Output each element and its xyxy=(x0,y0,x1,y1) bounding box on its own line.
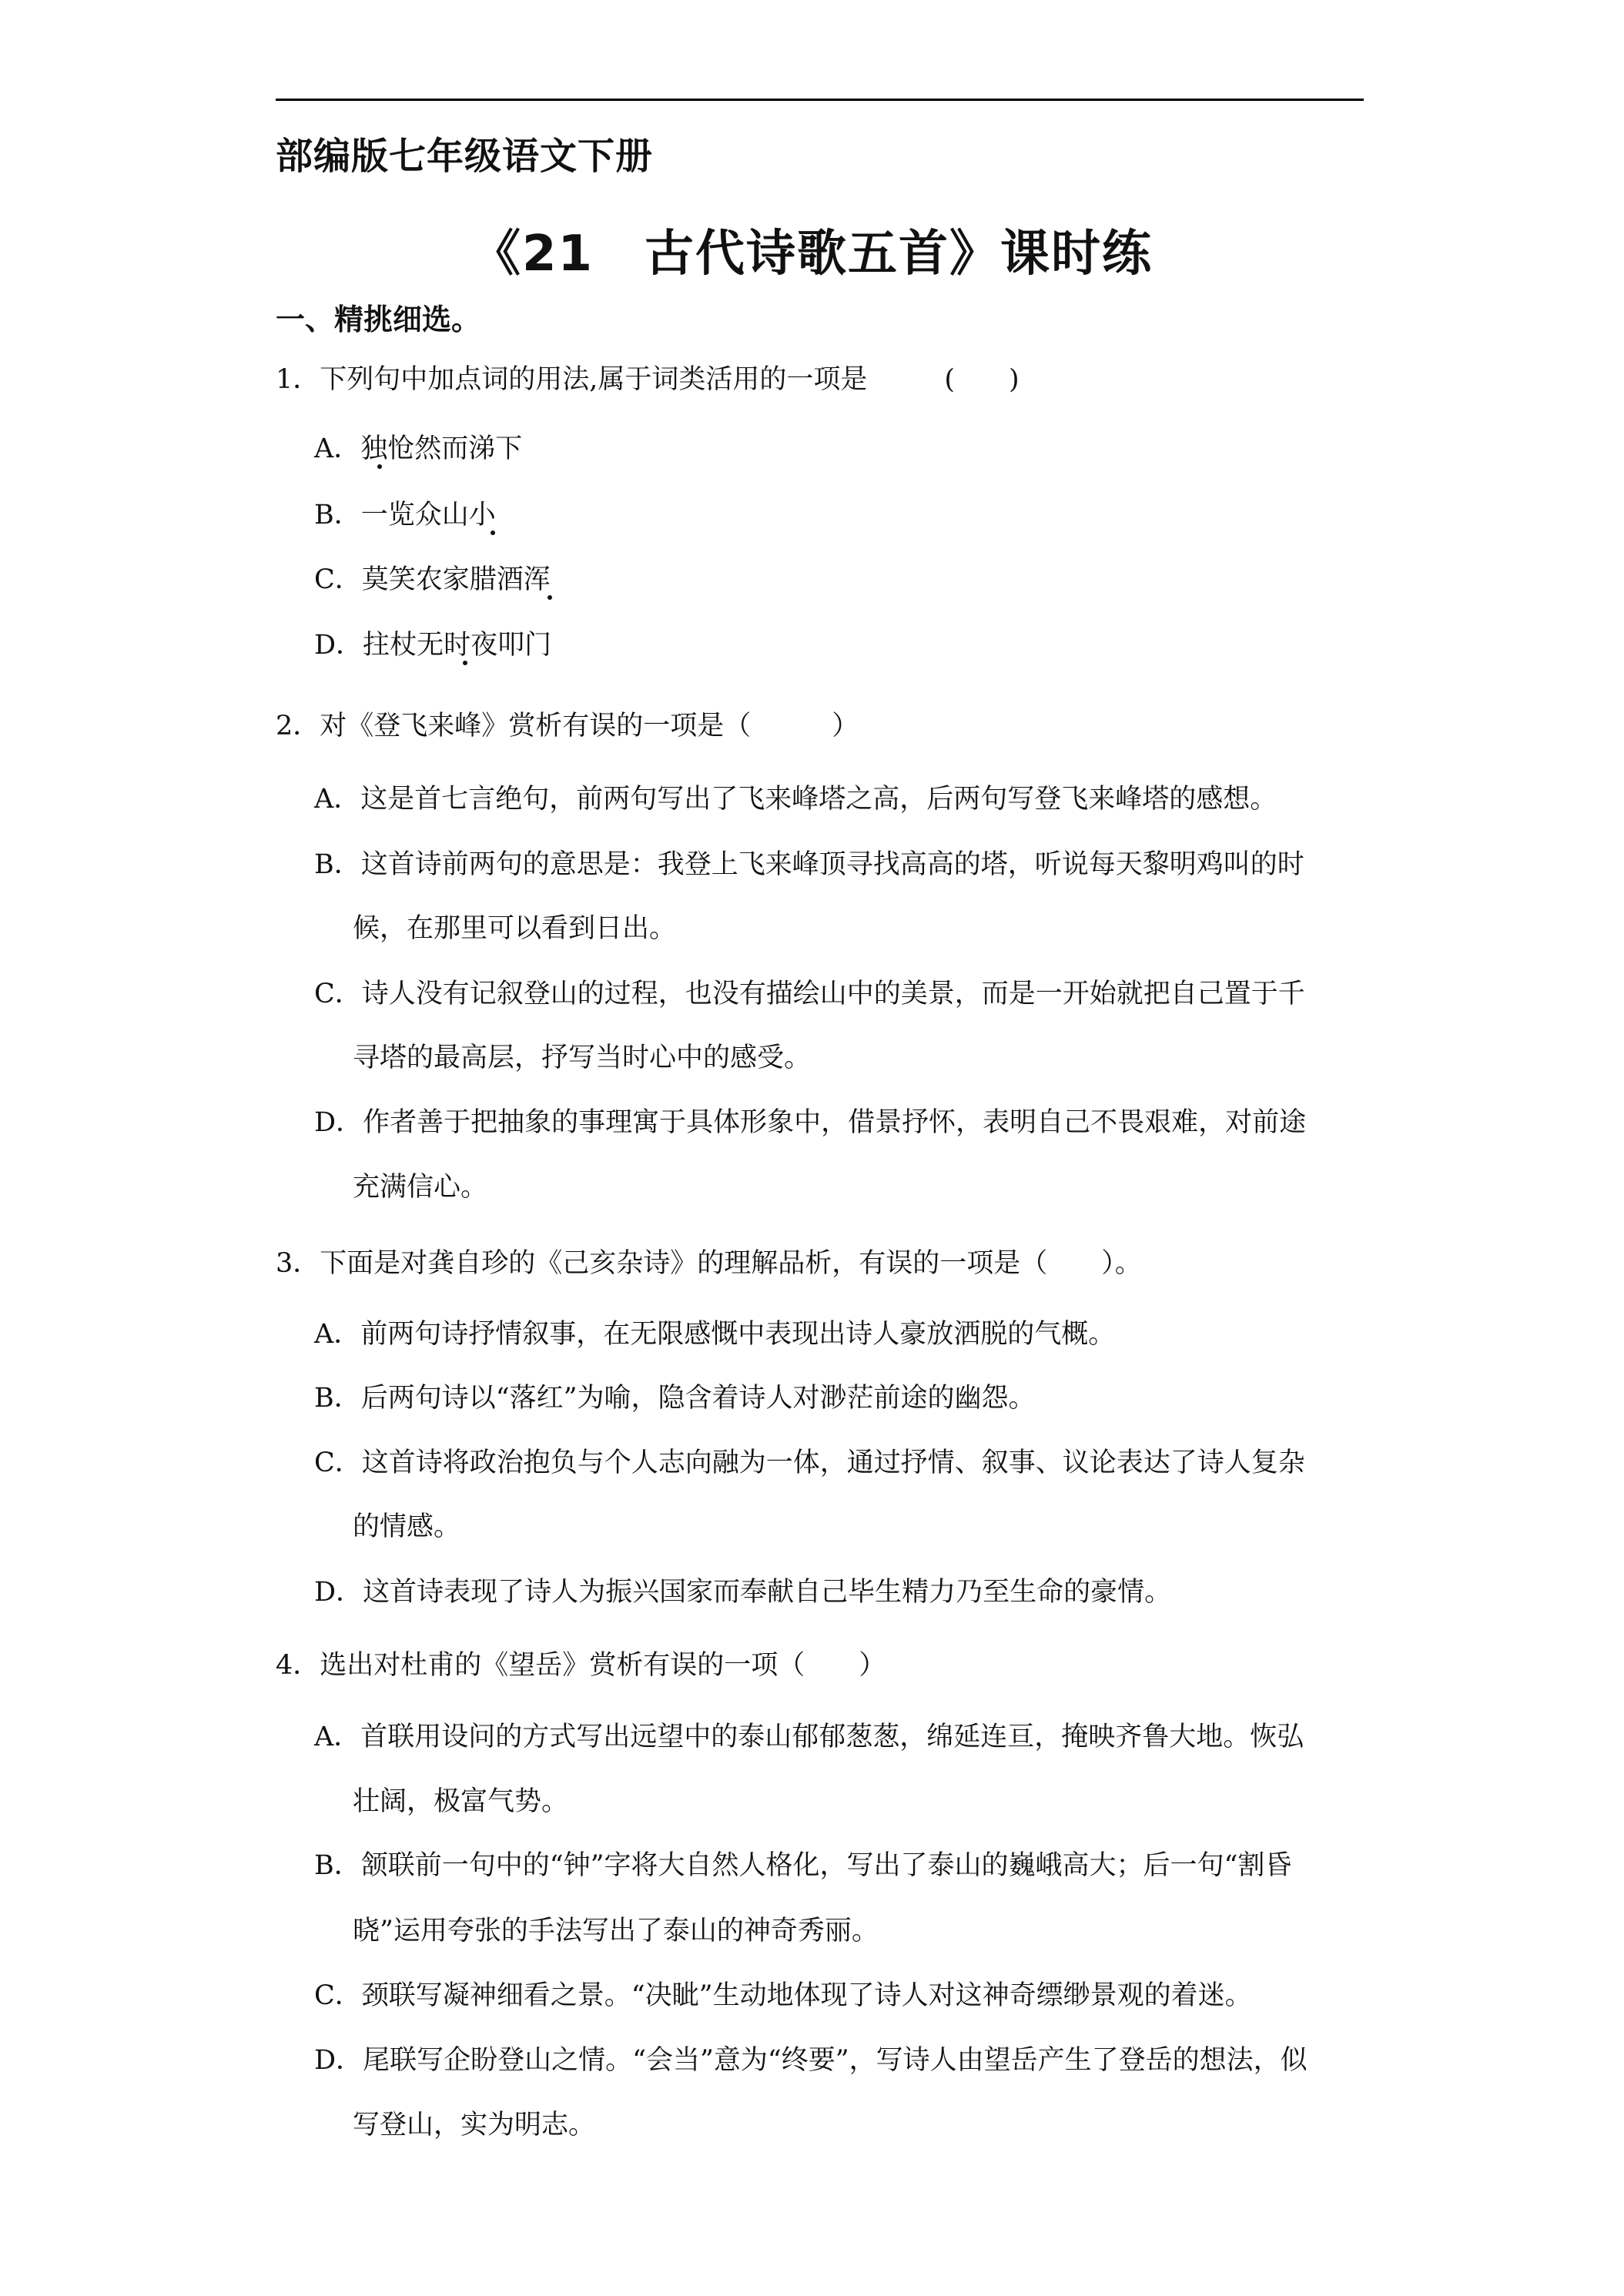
question-4-option-b-cont: 晓”运用夸张的手法写出了泰山的神奇秀丽。 xyxy=(353,1916,879,1946)
question-2-option-d-cont: 充满信心。 xyxy=(353,1172,488,1203)
question-1-option-d: D．拄杖无时夜叩门 xyxy=(314,630,552,661)
document-header: 部编版七年级语文下册 xyxy=(276,135,654,178)
question-1-stem: 1．下列句中加点词的用法,属于词类活用的一项是 ( ) xyxy=(276,358,1020,397)
emphasis-dot xyxy=(547,595,552,600)
question-2-option-b-cont: 候，在那里可以看到日出。 xyxy=(353,913,677,944)
answer-paren: ( ) xyxy=(944,364,1020,395)
question-2-option-c: C．诗人没有记叙登山的过程，也没有描绘山中的美景，而是一开始就把自己置于千 xyxy=(314,979,1305,1009)
question-1-option-b: B．一览众山小 xyxy=(314,500,496,530)
section-heading: 一、精挑细选。 xyxy=(276,303,481,336)
question-4-stem: 4．选出对杜甫的《望岳》赏析有误的一项（ ） xyxy=(276,1650,886,1681)
question-2-stem: 2．对《登飞来峰》赏析有误的一项是（ ） xyxy=(276,711,859,741)
question-4-option-d: D．尾联写企盼登山之情。“会当”意为“终要”，写诗人由望岳产生了登岳的想法，似 xyxy=(314,2045,1308,2076)
emphasis-dot xyxy=(491,530,495,535)
question-1-option-c: C．莫笑农家腊酒浑 xyxy=(314,564,551,595)
question-2-option-a: A．这是首七言绝句，前两句写出了飞来峰塔之高，后两句写登飞来峰塔的感想。 xyxy=(314,784,1277,815)
header-rule xyxy=(276,99,1364,101)
question-4-option-b: B．颔联前一句中的“钟”字将大自然人格化，写出了泰山的巍峨高大；后一句“割昏 xyxy=(314,1850,1292,1881)
page-title: 《21 古代诗歌五首》课时练 xyxy=(470,226,1154,283)
question-3-option-a: A．前两句诗抒情叙事，在无限感慨中表现出诗人豪放洒脱的气概。 xyxy=(314,1319,1116,1350)
question-1-option-a: A．独怆然而涕下 xyxy=(314,433,523,464)
question-4-option-a: A．首联用设问的方式写出远望中的泰山郁郁葱葱，绵延连亘，掩映齐鲁大地。恢弘 xyxy=(314,1722,1304,1752)
question-4-option-d-cont: 写登山，实为明志。 xyxy=(353,2110,596,2140)
question-3-option-b: B．后两句诗以“落红”为喻，隐含着诗人对渺茫前途的幽怨。 xyxy=(314,1383,1036,1414)
question-2-option-c-cont: 寻塔的最高层，抒写当时心中的感受。 xyxy=(353,1043,812,1073)
question-3-option-c: C．这首诗将政治抱负与个人志向融为一体，通过抒情、叙事、议论表达了诗人复杂 xyxy=(314,1448,1305,1478)
question-3-stem: 3．下面是对龚自珍的《己亥杂诗》的理解品析，有误的一项是（ ）。 xyxy=(276,1248,1142,1279)
emphasis-dot xyxy=(377,464,382,469)
question-3-option-d: D．这首诗表现了诗人为振兴国家而奉献自己毕生精力乃至生命的豪情。 xyxy=(314,1577,1172,1608)
question-3-option-c-cont: 的情感。 xyxy=(353,1511,461,1542)
question-4-option-c: C．颈联写凝神细看之景。“决眦”生动地体现了诗人对这神奇缥缈景观的着迷。 xyxy=(314,1980,1252,2011)
question-2-option-d: D．作者善于把抽象的事理寓于具体形象中，借景抒怀，表明自己不畏艰难，对前途 xyxy=(314,1107,1307,1138)
emphasis-dot xyxy=(463,661,467,665)
question-2-option-b: B．这首诗前两句的意思是：我登上飞来峰顶寻找高高的塔，听说每天黎明鸡叫的时 xyxy=(314,849,1304,880)
question-4-option-a-cont: 壮阔，极富气势。 xyxy=(353,1786,569,1817)
